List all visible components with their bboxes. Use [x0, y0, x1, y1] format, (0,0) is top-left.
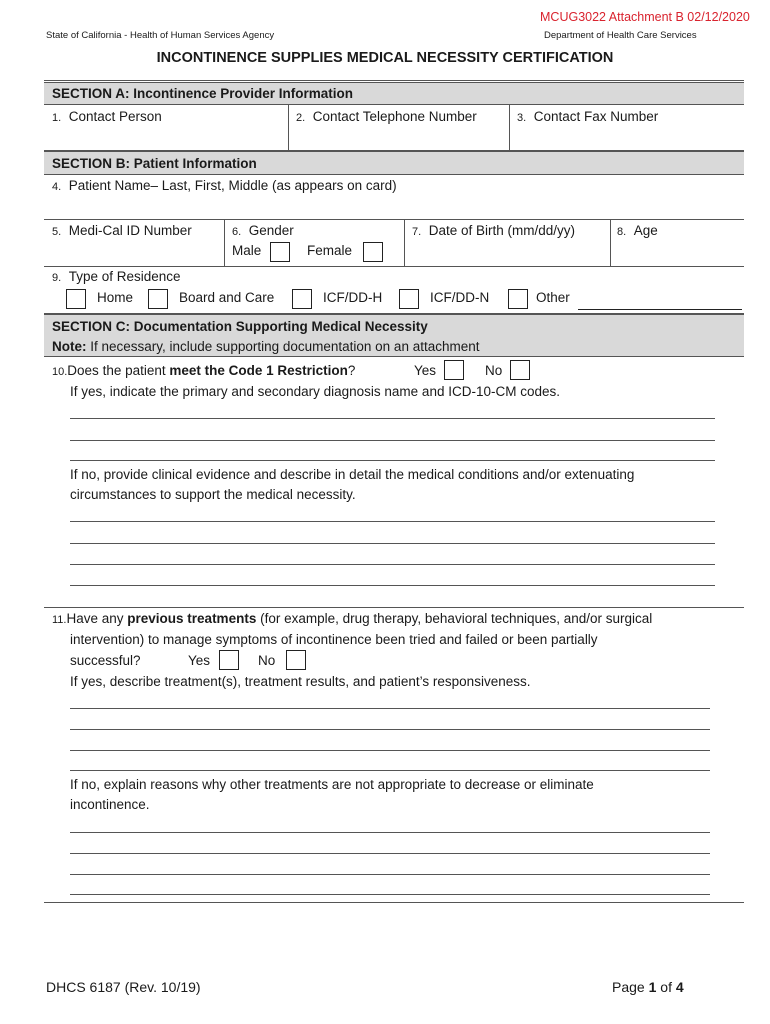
residence-board-care-label: Board and Care: [179, 290, 275, 305]
page-prefix: Page: [612, 979, 649, 995]
q10-answer-line[interactable]: [70, 521, 715, 522]
q10-text-pre: Does the patient: [67, 363, 170, 378]
contact-telephone-label: Contact Telephone Number: [312, 109, 477, 124]
medi-cal-id-label: Medi-Cal ID Number: [68, 223, 192, 238]
residence-icf-dd-n-checkbox[interactable]: [399, 289, 419, 309]
q11-yes-label: Yes: [188, 653, 211, 668]
q11-if-no-text-1: If no, explain reasons why other treatments are not appropriate to decrease or eliminate: [70, 777, 594, 792]
q10-if-yes-text: If yes, indicate the primary and secondary diagnosis name and ICD-10-CM codes.: [70, 384, 560, 399]
q10-answer-line[interactable]: [70, 440, 715, 441]
medi-cal-id-field[interactable]: [52, 223, 192, 238]
gender-female-label: Female: [307, 243, 353, 258]
q10-answer-line[interactable]: [70, 585, 715, 586]
q11-answer-line[interactable]: [70, 750, 710, 751]
note-label: Note:: [52, 339, 87, 354]
contact-person-label: Contact Person: [68, 109, 162, 124]
residence-board-care-checkbox[interactable]: [148, 289, 168, 309]
residence-home-label: Home: [97, 290, 134, 305]
divider: [509, 104, 510, 152]
question-10: [52, 363, 355, 378]
question-number: 11.: [52, 614, 67, 626]
section-b-heading: SECTION B: Patient Information: [44, 151, 744, 174]
attachment-label: MCUG3022 Attachment B 02/12/2020: [540, 10, 750, 24]
field-number: 3.: [517, 112, 527, 124]
divider: [610, 219, 611, 267]
divider: [288, 104, 289, 152]
gender-label: Gender: [248, 223, 294, 238]
contact-person-field[interactable]: [52, 109, 162, 124]
divider: [44, 80, 744, 81]
divider: [224, 219, 225, 267]
q10-answer-line[interactable]: [70, 460, 715, 461]
gender-field: [232, 223, 294, 238]
q10-text-post: ?: [347, 363, 356, 378]
page-mid: of: [656, 979, 676, 995]
divider: [44, 174, 744, 175]
dob-label: Date of Birth (mm/dd/yy): [428, 223, 575, 238]
q11-answer-line[interactable]: [70, 894, 710, 895]
q10-yes-checkbox[interactable]: [444, 360, 464, 380]
q11-answer-line[interactable]: [70, 853, 710, 854]
q10-yes-label: Yes: [414, 363, 437, 378]
field-number: 8.: [617, 226, 627, 238]
field-number: 5.: [52, 226, 62, 238]
gender-male-checkbox[interactable]: [270, 242, 290, 262]
q11-answer-line[interactable]: [70, 708, 710, 709]
q10-answer-line[interactable]: [70, 564, 715, 565]
residence-other-checkbox[interactable]: [508, 289, 528, 309]
section-c-note: [52, 337, 744, 357]
q10-no-label: No: [485, 363, 503, 378]
q11-no-label: No: [258, 653, 276, 668]
q10-text-bold: meet the Code 1 Restriction: [169, 363, 348, 378]
section-c-heading: SECTION C: Documentation Supporting Medical Necessity: [52, 319, 428, 334]
residence-other-input[interactable]: [578, 309, 742, 310]
agency-left: State of California - Health of Human Services Agency: [46, 30, 275, 41]
form-title: INCONTINENCE SUPPLIES MEDICAL NECESSITY CERTIFICATION: [156, 50, 614, 66]
residence-icf-dd-h-label: ICF/DD-H: [323, 290, 383, 305]
field-number: 1.: [52, 112, 62, 124]
form-id: DHCS 6187 (Rev. 10/19): [46, 979, 201, 995]
gender-female-checkbox[interactable]: [363, 242, 383, 262]
page-number: 1: [648, 979, 657, 995]
patient-name-label: Patient Name– Last, First, Middle (as appears on card): [68, 178, 397, 193]
gender-male-label: Male: [232, 243, 262, 258]
q10-answer-line[interactable]: [70, 543, 715, 544]
question-number: 10.: [52, 366, 68, 378]
residence-other-label: Other: [536, 290, 570, 305]
q11-text-line-2: intervention) to manage symptoms of incontinence been tried and failed or been partially: [70, 632, 598, 647]
q11-answer-line[interactable]: [70, 729, 710, 730]
q11-answer-line[interactable]: [70, 874, 710, 875]
agency-right: Department of Health Care Services: [544, 30, 697, 41]
divider: [44, 266, 744, 267]
contact-telephone-field[interactable]: [296, 109, 477, 124]
section-a-heading: SECTION A: Incontinence Provider Information: [44, 82, 744, 104]
q10-if-no-text-1: If no, provide clinical evidence and describe in detail the medical conditions and/or extenuating: [70, 467, 635, 482]
divider: [44, 902, 744, 903]
q11-text-bold: previous treatments: [127, 611, 257, 626]
q11-no-checkbox[interactable]: [286, 650, 306, 670]
age-field[interactable]: [617, 223, 658, 238]
patient-name-field[interactable]: [52, 178, 397, 193]
page-total: 4: [675, 979, 684, 995]
residence-icf-dd-h-checkbox[interactable]: [292, 289, 312, 309]
residence-field: [52, 269, 181, 284]
page-indicator: [612, 979, 684, 995]
field-number: 9.: [52, 272, 62, 284]
q11-text-pre: Have any: [66, 611, 128, 626]
q10-answer-line[interactable]: [70, 418, 715, 419]
field-number: 4.: [52, 181, 62, 193]
note-text: If necessary, include supporting documentation on an attachment: [86, 339, 480, 354]
divider: [44, 104, 744, 105]
field-number: 6.: [232, 226, 242, 238]
q10-if-no-text-2: circumstances to support the medical necessity.: [70, 487, 356, 502]
q11-text-post: (for example, drug therapy, behavioral techniques, and/or surgical: [256, 611, 653, 626]
q10-no-checkbox[interactable]: [510, 360, 530, 380]
age-label: Age: [633, 223, 658, 238]
divider: [44, 356, 744, 357]
residence-label: Type of Residence: [68, 269, 181, 284]
q11-if-no-text-2: incontinence.: [70, 797, 150, 812]
residence-home-checkbox[interactable]: [66, 289, 86, 309]
field-number: 2.: [296, 112, 306, 124]
field-number: 7.: [412, 226, 422, 238]
divider: [44, 219, 744, 220]
contact-fax-label: Contact Fax Number: [533, 109, 659, 124]
residence-icf-dd-n-label: ICF/DD-N: [430, 290, 490, 305]
q11-yes-checkbox[interactable]: [219, 650, 239, 670]
section-c-heading-block: [44, 314, 744, 356]
divider: [44, 607, 744, 608]
q11-if-yes-text: If yes, describe treatment(s), treatment results, and patient’s responsiveness.: [70, 674, 531, 689]
q11-answer-line[interactable]: [70, 832, 710, 833]
dob-field[interactable]: [412, 223, 575, 238]
q11-text-line-3: successful?: [70, 653, 141, 668]
contact-fax-field[interactable]: [517, 109, 658, 124]
divider: [404, 219, 405, 267]
question-11: [52, 611, 652, 626]
q11-answer-line[interactable]: [70, 770, 710, 771]
